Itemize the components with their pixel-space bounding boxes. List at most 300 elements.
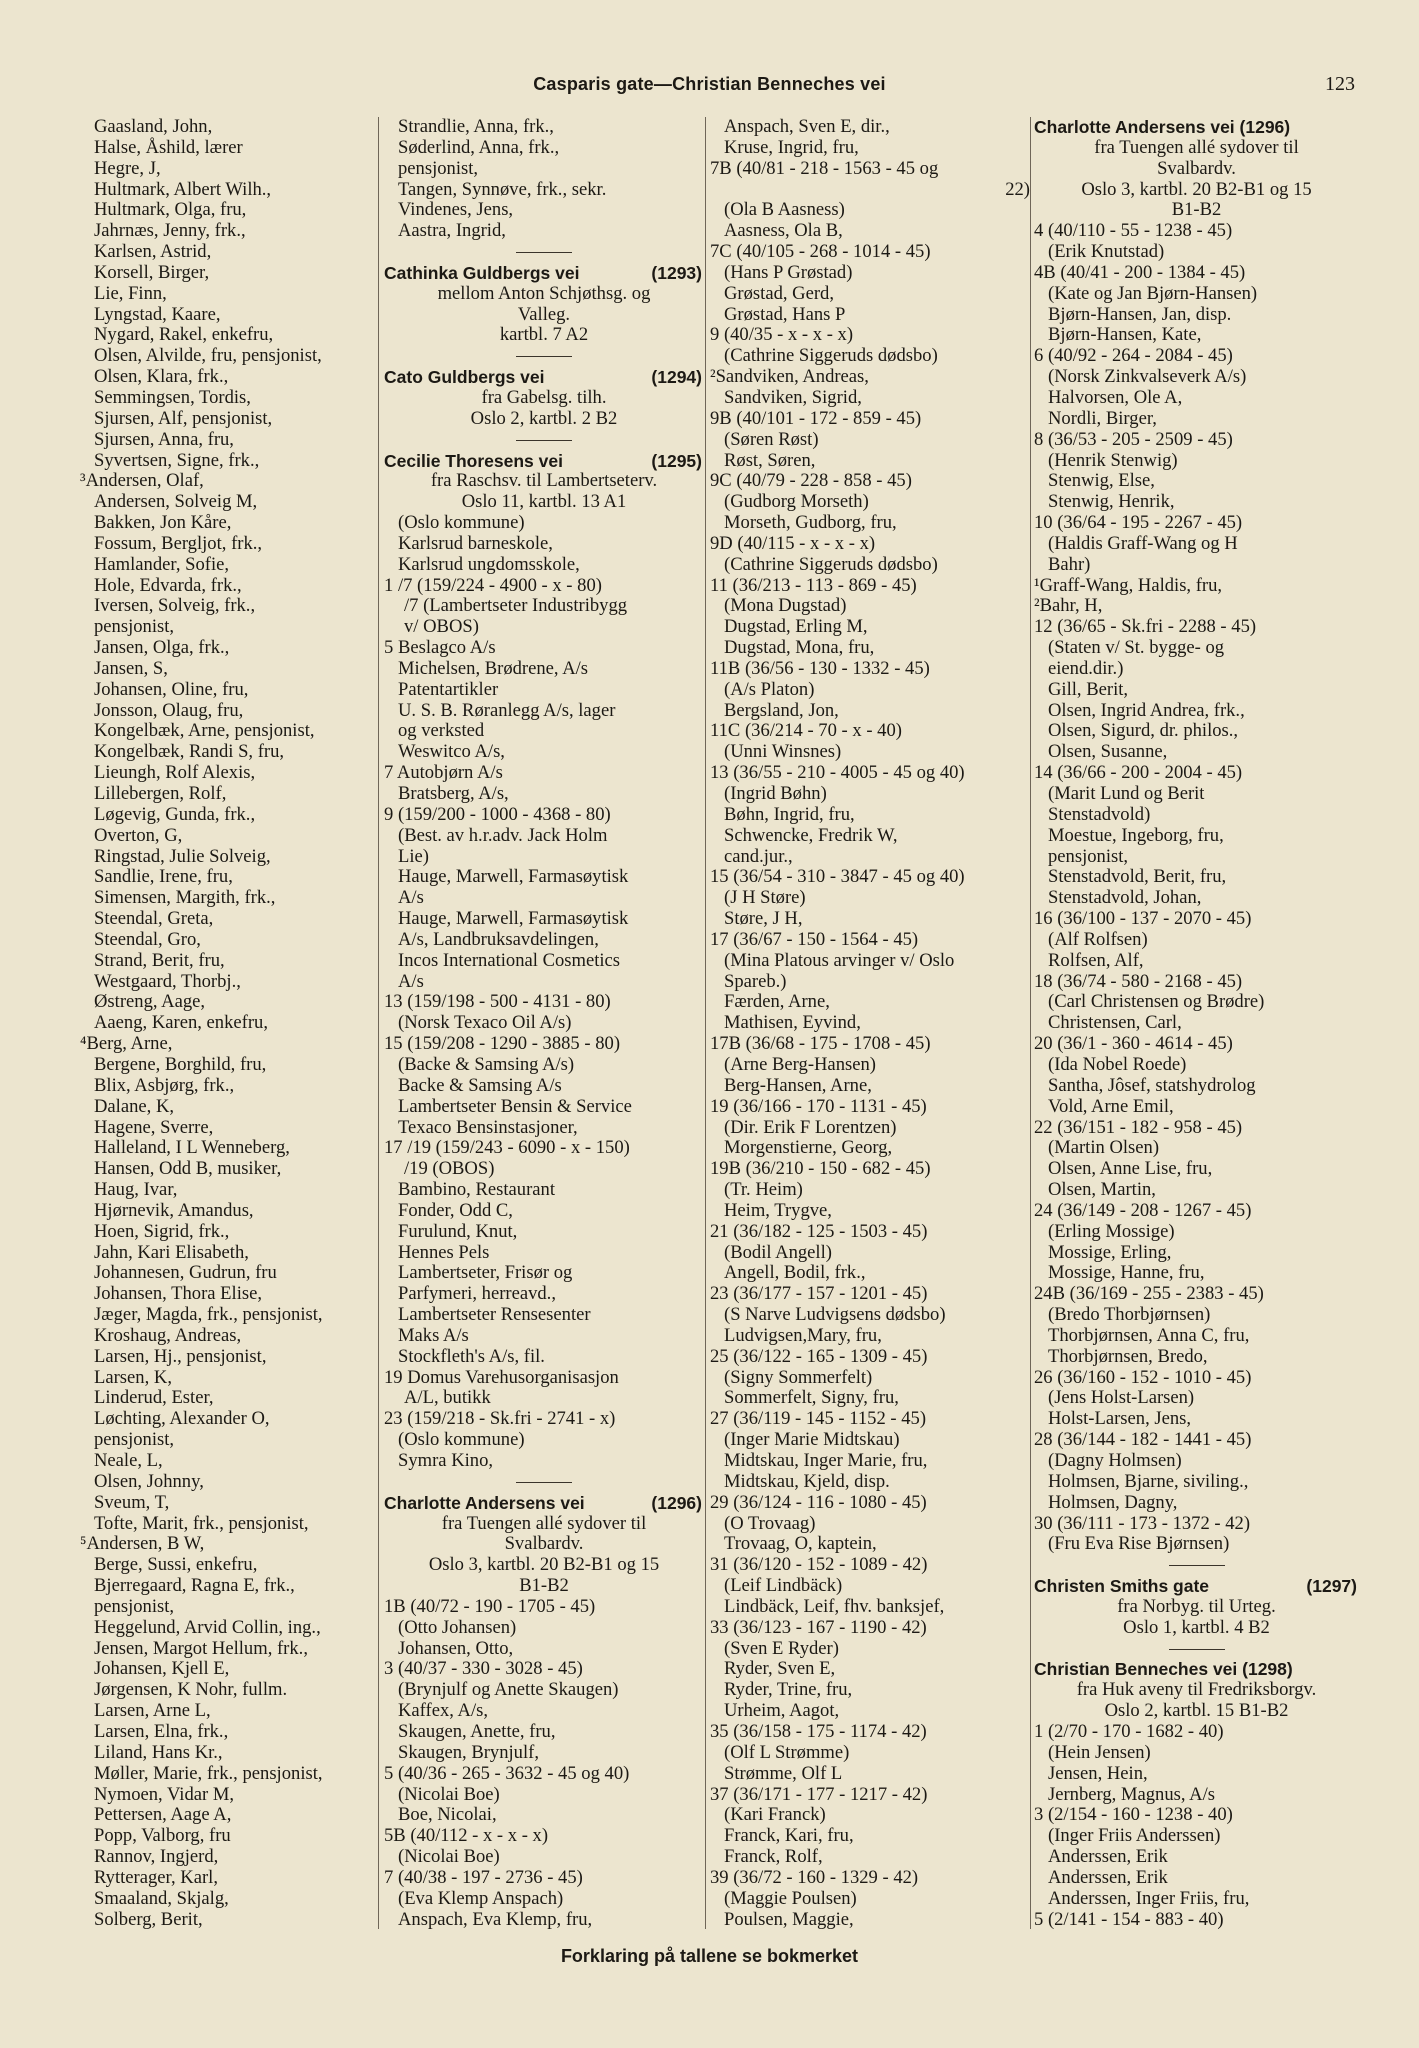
resident-entry: Karlsrud barneskole, xyxy=(398,532,553,554)
resident-entry: pensjonist, xyxy=(398,157,479,179)
resident-entry: Færden, Arne, xyxy=(724,991,830,1013)
resident-entry: Aasness, Ola B, xyxy=(724,220,843,242)
address-entry: 31 (36/120 - 152 - 1089 - 42) xyxy=(710,1554,928,1576)
address-entry: 3 (2/154 - 160 - 1238 - 40) xyxy=(1034,1804,1233,1826)
resident-entry: (Signy Sommerfelt) xyxy=(724,1366,873,1388)
resident-entry: Røst, Søren, xyxy=(724,449,816,471)
resident-entry: Rannov, Ingjerd, xyxy=(94,1846,219,1868)
resident-entry: Olsen, Sigurd, dr. philos., xyxy=(1048,720,1239,742)
address-entry: 17 /19 (159/243 - 6090 - x - 150) xyxy=(384,1137,630,1159)
street-description: fra Raschsv. til Lambertseterv. xyxy=(430,470,658,492)
resident-entry: Skaugen, Anette, fru, xyxy=(398,1720,556,1742)
resident-entry: Berge, Sussi, enkefru, xyxy=(94,1554,258,1576)
resident-entry: Lie, Finn, xyxy=(94,282,167,304)
resident-entry: Patentartikler xyxy=(398,678,499,700)
resident-entry: Sveum, T, xyxy=(94,1491,170,1513)
resident-entry: Sjursen, Anna, fru, xyxy=(94,428,234,450)
address-entry: 15 (159/208 - 1290 - 3885 - 80) xyxy=(384,1033,621,1055)
resident-entry: (Inger Marie Midtskau) xyxy=(724,1429,900,1451)
resident-entry: Bratsberg, A/s, xyxy=(398,783,509,804)
resident-entry: Jensen, Hein, xyxy=(1048,1762,1148,1784)
resident-entry: ¹Graff-Wang, Haldis, fru, xyxy=(1034,574,1223,596)
resident-entry: Johansen, Kjell E, xyxy=(94,1658,230,1680)
resident-entry: Trovaag, O, kaptein, xyxy=(724,1533,877,1555)
resident-entry: Spareb.) xyxy=(724,970,787,992)
address-entry: 11 (36/213 - 113 - 869 - 45) xyxy=(710,574,917,596)
resident-entry: A/s xyxy=(398,970,424,992)
resident-entry: Larsen, Arne L, xyxy=(94,1700,211,1722)
address-sub-entry: /19 (OBOS) xyxy=(404,1158,495,1180)
address-sub-entry: v/ OBOS) xyxy=(404,616,479,638)
section-divider xyxy=(1034,1639,1359,1660)
resident-entry: Overton, G, xyxy=(94,824,183,846)
street-number: (1295) xyxy=(651,450,702,471)
resident-entry: (Haldis Graff-Wang og H xyxy=(1048,532,1238,554)
resident-entry: Heggelund, Arvid Collin, ing., xyxy=(94,1616,321,1638)
resident-entry: Solberg, Berit, xyxy=(94,1908,203,1930)
resident-entry: Hagene, Sverre, xyxy=(94,1116,214,1138)
resident-entry: Steendal, Gro, xyxy=(94,928,201,950)
resident-entry: (O Trovaag) xyxy=(724,1512,816,1534)
address-entry: 9B (40/101 - 172 - 859 - 45) xyxy=(710,407,922,429)
address-entry: 7B (40/81 - 218 - 1563 - 45 og xyxy=(710,157,939,179)
resident-entry: (Dir. Erik F Lorentzen) xyxy=(724,1116,897,1138)
column-divider xyxy=(1030,117,1031,1929)
street-heading xyxy=(384,451,704,472)
resident-entry: Anderssen, Erik xyxy=(1048,1866,1168,1888)
address-entry: 20 (36/1 - 360 - 4614 - 45) xyxy=(1034,1033,1233,1055)
resident-entry: Stenstadvold, Johan, xyxy=(1048,887,1202,909)
resident-entry: Aastra, Ingrid, xyxy=(398,220,506,242)
resident-entry: Neale, L, xyxy=(94,1450,163,1471)
resident-entry: ²Sandviken, Andreas, xyxy=(710,366,869,388)
resident-entry: (Cathrine Siggeruds dødsbo) xyxy=(724,553,938,575)
resident-entry: Holmsen, Dagny, xyxy=(1048,1491,1178,1513)
resident-entry: Midtskau, Kjeld, disp. xyxy=(724,1470,890,1492)
resident-entry: Johansen, Oline, fru, xyxy=(94,678,249,700)
resident-entry: (Eva Klemp Anspach) xyxy=(398,1887,564,1909)
resident-entry: (Kate og Jan Bjørn-Hansen) xyxy=(1048,282,1258,304)
column-divider xyxy=(705,117,706,1929)
resident-entry: Vold, Arne Emil, xyxy=(1048,1095,1174,1117)
resident-entry: (Mona Dugstad) xyxy=(724,595,847,617)
resident-entry: cand.jur., xyxy=(724,845,793,867)
street-description: Valleg. xyxy=(517,303,571,325)
resident-entry: (A/s Platon) xyxy=(724,678,815,700)
address-entry: 1B (40/72 - 190 - 1705 - 45) xyxy=(384,1595,596,1617)
street-description: Oslo 3, kartbl. 20 B2-B1 og 15 xyxy=(1081,178,1312,200)
resident-entry: Pettersen, Aage A, xyxy=(94,1804,232,1826)
street-description: Svalbardv. xyxy=(504,1533,584,1555)
address-entry: 28 (36/144 - 182 - 1441 - 45) xyxy=(1034,1429,1252,1451)
street-description: fra Huk aveny til Fredriksborgv. xyxy=(1076,1679,1317,1701)
address-entry: 7 Autobjørn A/s xyxy=(384,762,503,784)
resident-entry: (Inger Friis Anderssen) xyxy=(1048,1825,1221,1847)
street-description: Oslo 11, kartbl. 13 A1 xyxy=(461,491,627,513)
resident-entry: Jonsson, Olaug, fru, xyxy=(94,699,244,721)
address-entry: 17 (36/67 - 150 - 1564 - 45) xyxy=(710,928,919,950)
street-name: Cathinka Guldbergs vei xyxy=(384,262,580,283)
resident-entry: Fonder, Odd C, xyxy=(398,1199,513,1221)
resident-entry: Nygard, Rakel, enkefru, xyxy=(94,324,274,346)
street-heading xyxy=(384,1493,704,1514)
resident-entry: Karlsrud ungdomsskole, xyxy=(398,553,580,575)
address-entry: 19 (36/166 - 170 - 1131 - 45) xyxy=(710,1095,927,1117)
resident-entry: ⁴Berg, Arne, xyxy=(80,1033,173,1055)
resident-entry: Johansen, Otto, xyxy=(398,1637,514,1659)
resident-entry: Fossum, Bergljot, frk., xyxy=(94,532,263,554)
resident-entry: Nymoen, Vidar M, xyxy=(94,1783,235,1805)
resident-entry: Lambertseter Rensesenter xyxy=(398,1304,591,1326)
resident-entry: Hultmark, Olga, fru, xyxy=(94,199,247,221)
resident-entry: Kaffex, A/s, xyxy=(398,1700,489,1722)
resident-entry: Kroshaug, Andreas, xyxy=(94,1324,242,1346)
resident-entry: Bjørn-Hansen, Jan, disp. xyxy=(1048,303,1232,325)
resident-entry: Lindbäck, Leif, fhv. banksjef, xyxy=(724,1595,945,1617)
resident-entry: Halleland, I L Wenneberg, xyxy=(94,1137,290,1159)
address-entry: 39 (36/72 - 160 - 1329 - 42) xyxy=(710,1866,919,1888)
resident-entry: Symra Kino, xyxy=(398,1450,494,1471)
entry-continuation: 22) xyxy=(1005,178,1030,200)
address-entry: 11C (36/214 - 70 - x - 40) xyxy=(710,720,902,742)
resident-entry: Michelsen, Brødrene, A/s xyxy=(398,657,589,679)
resident-entry: Mathisen, Eyvind, xyxy=(724,1012,861,1034)
resident-entry: Steendal, Greta, xyxy=(94,908,214,930)
street-description: kartbl. 7 A2 xyxy=(499,324,589,346)
resident-entry: Lillebergen, Rolf, xyxy=(94,783,227,804)
resident-entry: Lambertseter Bensin & Service xyxy=(398,1095,632,1117)
resident-entry: Mossige, Erling, xyxy=(1048,1241,1172,1263)
resident-entry: (Mina Platous arvinger v/ Oslo xyxy=(724,949,955,971)
resident-entry: pensjonist, xyxy=(94,1429,175,1451)
page-header-title: Casparis gate—Christian Benneches vei xyxy=(533,74,886,94)
address-entry: 16 (36/100 - 137 - 2070 - 45) xyxy=(1034,908,1252,930)
resident-entry: (J H Støre) xyxy=(724,887,806,909)
resident-entry: Furulund, Knut, xyxy=(398,1220,518,1242)
resident-entry: Angell, Bodil, frk., xyxy=(724,1262,866,1284)
address-entry: 7 (40/38 - 197 - 2736 - 45) xyxy=(384,1866,583,1888)
resident-entry: pensjonist, xyxy=(94,1595,175,1617)
street-heading xyxy=(384,367,704,388)
resident-entry: eiend.dir.) xyxy=(1048,657,1124,679)
resident-entry: Midtskau, Inger Marie, fru, xyxy=(724,1450,928,1471)
resident-entry: Anspach, Eva Klemp, fru, xyxy=(398,1908,593,1930)
address-entry: 13 (36/55 - 210 - 4005 - 45 og 40) xyxy=(710,762,965,784)
section-divider xyxy=(384,1472,704,1493)
resident-entry: Møller, Marie, frk., pensjonist, xyxy=(94,1762,323,1784)
address-entry: 1 /7 (159/224 - 4900 - x - 80) xyxy=(384,574,602,596)
resident-entry: (Oslo kommune) xyxy=(398,1429,525,1451)
resident-entry: Texaco Bensinstasjoner, xyxy=(398,1116,578,1138)
column-2 xyxy=(384,117,704,1930)
resident-entry: Støre, J H, xyxy=(724,908,803,930)
resident-entry: Christensen, Carl, xyxy=(1048,1012,1182,1034)
address-entry: 5 (40/36 - 265 - 3632 - 45 og 40) xyxy=(384,1762,630,1784)
resident-entry: Gill, Berit, xyxy=(1048,678,1129,700)
resident-entry: (Hans P Grøstad) xyxy=(724,261,853,283)
address-entry: 11B (36/56 - 130 - 1332 - 45) xyxy=(710,657,930,679)
address-sub-entry: /7 (Lambertseter Industribygg xyxy=(404,595,628,617)
resident-entry: Østreng, Aage, xyxy=(94,991,206,1013)
resident-entry: Olsen, Klara, frk., xyxy=(94,366,229,388)
resident-entry: Stockfleth's A/s, fil. xyxy=(398,1345,545,1367)
resident-entry: Thorbjørnsen, Bredo, xyxy=(1048,1345,1208,1367)
street-number: (1294) xyxy=(651,367,702,388)
street-description: Oslo 1, kartbl. 4 B2 xyxy=(1123,1616,1270,1638)
resident-entry: Haug, Ivar, xyxy=(94,1179,178,1201)
address-entry: 4B (40/41 - 200 - 1384 - 45) xyxy=(1034,261,1246,283)
resident-entry: Bahr) xyxy=(1048,553,1091,575)
resident-entry: Grøstad, Gerd, xyxy=(724,282,834,304)
address-entry: 9 (159/200 - 1000 - 4368 - 80) xyxy=(384,803,611,825)
resident-entry: (Tr. Heim) xyxy=(724,1179,803,1201)
resident-entry: (Dagny Holmsen) xyxy=(1048,1450,1182,1471)
address-entry: 25 (36/122 - 165 - 1309 - 45) xyxy=(710,1345,928,1367)
resident-entry: Kruse, Ingrid, fru, xyxy=(724,136,859,158)
address-entry: 17B (36/68 - 175 - 1708 - 45) xyxy=(710,1033,931,1055)
resident-entry: Lie) xyxy=(398,845,429,867)
resident-entry: Rytterager, Karl, xyxy=(94,1866,218,1888)
resident-entry: Jensen, Margot Hellum, frk., xyxy=(94,1637,308,1659)
resident-entry: Semmingsen, Tordis, xyxy=(94,386,251,408)
resident-entry: Moestue, Ingeborg, fru, xyxy=(1048,824,1224,846)
resident-entry: Sjursen, Alf, pensjonist, xyxy=(94,407,273,429)
street-heading: Christian Benneches vei (1298) xyxy=(1034,1659,1293,1680)
resident-entry: Tangen, Synnøve, frk., sekr. xyxy=(398,178,607,200)
address-entry: 13 (159/198 - 500 - 4131 - 80) xyxy=(384,991,611,1013)
resident-entry: Skaugen, Brynjulf, xyxy=(398,1741,539,1763)
resident-entry: (Norsk Zinkvalseverk A/s) xyxy=(1048,366,1247,388)
resident-entry: (Nicolai Boe) xyxy=(398,1783,500,1805)
resident-entry: (Martin Olsen) xyxy=(1048,1137,1160,1159)
address-entry: 24 (36/149 - 208 - 1267 - 45) xyxy=(1034,1199,1252,1221)
resident-entry: Lyngstad, Kaare, xyxy=(94,303,221,325)
resident-entry: Poulsen, Maggie, xyxy=(724,1908,854,1930)
street-description: mellom Anton Schjøthsg. og xyxy=(437,282,651,304)
resident-entry: Bøhn, Ingrid, fru, xyxy=(724,803,855,825)
resident-entry: Bambino, Restaurant xyxy=(398,1179,555,1201)
resident-entry: (Gudborg Morseth) xyxy=(724,491,869,513)
resident-entry: (Unni Winsnes) xyxy=(724,741,842,763)
resident-entry: (Ingrid Bøhn) xyxy=(724,783,827,804)
resident-entry: Ringstad, Julie Solveig, xyxy=(94,845,271,867)
resident-entry: Søderlind, Anna, frk., xyxy=(398,136,560,158)
resident-entry: Bergsland, Jon, xyxy=(724,699,839,721)
resident-entry: Hauge, Marwell, Farmasøytisk xyxy=(398,908,629,930)
resident-entry: Morseth, Gudborg, fru, xyxy=(724,512,897,534)
resident-entry: Løchting, Alexander O, xyxy=(94,1408,270,1430)
resident-entry: Kongelbæk, Arne, pensjonist, xyxy=(94,720,315,742)
resident-entry: Morgenstierne, Georg, xyxy=(724,1137,893,1159)
resident-entry: (Kari Franck) xyxy=(724,1804,826,1826)
resident-entry: Hegre, J, xyxy=(94,157,161,179)
section-divider xyxy=(384,430,704,451)
resident-entry: Mossige, Hanne, fru, xyxy=(1048,1262,1205,1284)
street-description: fra Tuengen allé sydover til xyxy=(441,1512,647,1534)
address-entry: 26 (36/160 - 152 - 1010 - 45) xyxy=(1034,1366,1252,1388)
resident-entry: Liland, Hans Kr., xyxy=(94,1741,223,1763)
resident-entry: Lieungh, Rolf Alexis, xyxy=(94,762,256,784)
resident-entry: Larsen, Elna, frk., xyxy=(94,1720,229,1742)
street-description: fra Norbyg. til Urteg. xyxy=(1117,1595,1276,1617)
address-entry: 6 (40/92 - 264 - 2084 - 45) xyxy=(1034,345,1233,367)
address-entry: 12 (36/65 - Sk.fri - 2288 - 45) xyxy=(1034,616,1257,638)
resident-entry: (Oslo kommune) xyxy=(398,512,525,534)
resident-entry: (Best. av h.r.adv. Jack Holm xyxy=(398,824,608,846)
resident-entry: (Staten v/ St. bygge- og xyxy=(1048,637,1225,659)
address-entry: 30 (36/111 - 173 - 1372 - 42) xyxy=(1034,1512,1251,1534)
resident-entry: Olsen, Johnny, xyxy=(94,1470,204,1492)
resident-entry: Parfymeri, herreavd., xyxy=(398,1283,556,1305)
street-description: Oslo 2, kartbl. 15 B1-B2 xyxy=(1104,1700,1289,1722)
resident-entry: (Nicolai Boe) xyxy=(398,1846,500,1868)
resident-entry: (Ida Nobel Roede) xyxy=(1048,1053,1187,1075)
address-entry: 5B (40/112 - x - x - x) xyxy=(384,1825,549,1847)
street-description: Oslo 2, kartbl. 2 B2 xyxy=(470,407,618,429)
resident-entry: Iversen, Solveig, frk., xyxy=(94,595,256,617)
address-entry: 35 (36/158 - 175 - 1174 - 42) xyxy=(710,1720,927,1742)
resident-entry: (Maggie Poulsen) xyxy=(724,1887,857,1909)
resident-entry: Stenstadvold, Berit, fru, xyxy=(1048,866,1227,888)
resident-entry: Strømme, Olf L xyxy=(724,1762,843,1784)
street-heading: Charlotte Andersens vei (1296) xyxy=(1034,117,1291,137)
resident-entry: (Leif Lindbäck) xyxy=(724,1575,843,1597)
resident-entry: (Ola B Aasness) xyxy=(724,199,845,221)
resident-entry: A/s xyxy=(398,887,424,909)
address-entry: 4 (40/110 - 55 - 1238 - 45) xyxy=(1034,220,1233,242)
resident-entry: (Erling Mossige) xyxy=(1048,1220,1175,1242)
resident-entry: (Hein Jensen) xyxy=(1048,1741,1151,1763)
resident-entry: Hjørnevik, Amandus, xyxy=(94,1199,254,1221)
address-entry: 22 (36/151 - 182 - 958 - 45) xyxy=(1034,1116,1243,1138)
street-description: B1-B2 xyxy=(1171,199,1222,221)
street-name: Cecilie Thoresens vei xyxy=(384,450,563,471)
resident-entry: pensjonist, xyxy=(94,616,175,638)
resident-entry: ²Bahr, H, xyxy=(1034,595,1103,617)
resident-entry: Simensen, Margith, frk., xyxy=(94,887,276,909)
address-entry: 7C (40/105 - 268 - 1014 - 45) xyxy=(710,241,931,263)
resident-entry: Karlsen, Astrid, xyxy=(94,241,212,263)
resident-entry: Dalane, K, xyxy=(94,1095,175,1117)
resident-entry: (Erik Knutstad) xyxy=(1048,241,1165,263)
address-entry: 8 (36/53 - 205 - 2509 - 45) xyxy=(1034,428,1233,450)
resident-entry: Bergene, Borghild, fru, xyxy=(94,1053,267,1075)
resident-entry: (Søren Røst) xyxy=(724,428,819,450)
street-heading xyxy=(384,263,704,284)
resident-entry: Olsen, Alvilde, fru, pensjonist, xyxy=(94,345,322,367)
resident-entry: Blix, Asbjørg, frk., xyxy=(94,1074,235,1096)
resident-entry: Lambertseter, Frisør og xyxy=(398,1262,573,1284)
resident-entry: Andersen, Solveig M, xyxy=(94,491,258,513)
resident-entry: Maks A/s xyxy=(398,1324,469,1346)
address-entry: 5 (2/141 - 154 - 883 - 40) xyxy=(1034,1908,1224,1930)
resident-entry: Korsell, Birger, xyxy=(94,261,210,283)
resident-entry: Løgevig, Gunda, frk., xyxy=(94,803,256,825)
street-heading xyxy=(1034,1576,1359,1597)
resident-entry: Halvorsen, Ole A, xyxy=(1048,386,1183,408)
resident-entry: Anspach, Sven E, dir., xyxy=(724,116,890,137)
resident-entry: Olsen, Anne Lise, fru, xyxy=(1048,1158,1213,1180)
resident-entry: Bakken, Jon Kåre, xyxy=(94,512,232,534)
address-entry: 19 Domus Varehusorganisasjon xyxy=(384,1366,619,1388)
address-entry: 9D (40/115 - x - x - x) xyxy=(710,532,876,554)
section-divider xyxy=(384,346,704,367)
street-description: Svalbardv. xyxy=(1157,157,1236,179)
resident-entry: Gaasland, John, xyxy=(94,116,213,137)
resident-entry: Ryder, Sven E, xyxy=(724,1658,836,1680)
resident-entry: (Norsk Texaco Oil A/s) xyxy=(398,1012,572,1034)
resident-entry: Hamlander, Sofie, xyxy=(94,553,230,575)
address-entry: 37 (36/171 - 177 - 1217 - 42) xyxy=(710,1783,928,1805)
resident-entry: Backe & Samsing A/s xyxy=(398,1074,562,1096)
street-description: B1-B2 xyxy=(519,1575,569,1597)
resident-entry: Jahrnæs, Jenny, frk., xyxy=(94,220,246,242)
resident-entry: og verksted xyxy=(398,720,485,742)
address-entry: 33 (36/123 - 167 - 1190 - 42) xyxy=(710,1616,927,1638)
street-description: fra Tuengen allé sydover til xyxy=(1094,136,1299,158)
street-number: (1296) xyxy=(651,1492,702,1513)
resident-entry: (Carl Christensen og Brødre) xyxy=(1048,991,1265,1013)
resident-entry: (S Narve Ludvigsens dødsbo) xyxy=(724,1304,946,1326)
resident-entry: (Brynjulf og Anette Skaugen) xyxy=(398,1679,619,1701)
resident-entry: Sommerfelt, Signy, fru, xyxy=(724,1387,899,1409)
resident-entry: Halse, Åshild, lærer xyxy=(94,136,243,158)
resident-entry: U. S. B. Røranlegg A/s, lager xyxy=(398,699,616,721)
resident-entry: Nordli, Birger, xyxy=(1048,407,1157,429)
resident-entry: Vindenes, Jens, xyxy=(398,199,514,221)
resident-entry: Olsen, Susanne, xyxy=(1048,741,1168,763)
resident-entry: Sandlie, Irene, fru, xyxy=(94,866,233,888)
address-entry: 29 (36/124 - 116 - 1080 - 45) xyxy=(710,1491,927,1513)
resident-entry: Stenstadvold) xyxy=(1048,803,1151,825)
resident-entry: Aaeng, Karen, enkefru, xyxy=(94,1012,268,1034)
resident-entry: Bjerregaard, Ragna E, frk., xyxy=(94,1575,295,1597)
resident-entry: (Bredo Thorbjørnsen) xyxy=(1048,1304,1211,1326)
address-entry: 18 (36/74 - 580 - 2168 - 45) xyxy=(1034,970,1243,992)
resident-entry: Rolfsen, Alf, xyxy=(1048,949,1144,971)
resident-entry: Strand, Berit, fru, xyxy=(94,949,225,971)
resident-entry: Popp, Valborg, fru xyxy=(94,1825,231,1847)
street-number: (1297) xyxy=(1306,1576,1357,1597)
resident-entry: Dugstad, Erling M, xyxy=(724,616,868,638)
resident-entry: (Bodil Angell) xyxy=(724,1241,832,1263)
resident-entry: Sandviken, Sigrid, xyxy=(724,386,862,408)
resident-entry: Hansen, Odd B, musiker, xyxy=(94,1158,282,1180)
resident-entry: Hauge, Marwell, Farmasøytisk xyxy=(398,866,629,888)
resident-entry: Johansen, Thora Elise, xyxy=(94,1283,262,1305)
resident-entry: (Otto Johansen) xyxy=(398,1616,517,1638)
resident-entry: Strandlie, Anna, frk., xyxy=(398,116,554,137)
street-name: Charlotte Andersens vei xyxy=(384,1492,585,1513)
address-entry: 9 (40/35 - x - x - x) xyxy=(710,324,854,346)
street-name: Christen Smiths gate xyxy=(1034,1576,1210,1597)
resident-entry: Hole, Edvarda, frk., xyxy=(94,574,242,596)
resident-entry: Grøstad, Hans P xyxy=(724,303,846,325)
address-entry: 19B (36/210 - 150 - 682 - 45) xyxy=(710,1158,931,1180)
address-sub-entry: A/L, butikk xyxy=(404,1387,491,1409)
resident-entry: (Fru Eva Rise Bjørnsen) xyxy=(1048,1533,1230,1555)
address-entry: 21 (36/182 - 125 - 1503 - 45) xyxy=(710,1220,928,1242)
page-footer: Forklaring på tallene se bokmerket xyxy=(560,1946,859,1966)
resident-entry: Kongelbæk, Randi S, fru, xyxy=(94,741,285,763)
resident-entry: Stenwig, Else, xyxy=(1048,470,1155,492)
address-entry: 23 (159/218 - Sk.fri - 2741 - x) xyxy=(384,1408,616,1430)
resident-entry: A/s, Landbruksavdelingen, xyxy=(398,928,599,950)
resident-entry: pensjonist, xyxy=(1048,845,1129,867)
section-divider xyxy=(1034,1555,1359,1576)
section-divider xyxy=(384,242,704,263)
resident-entry: Schwencke, Fredrik W, xyxy=(724,824,898,846)
